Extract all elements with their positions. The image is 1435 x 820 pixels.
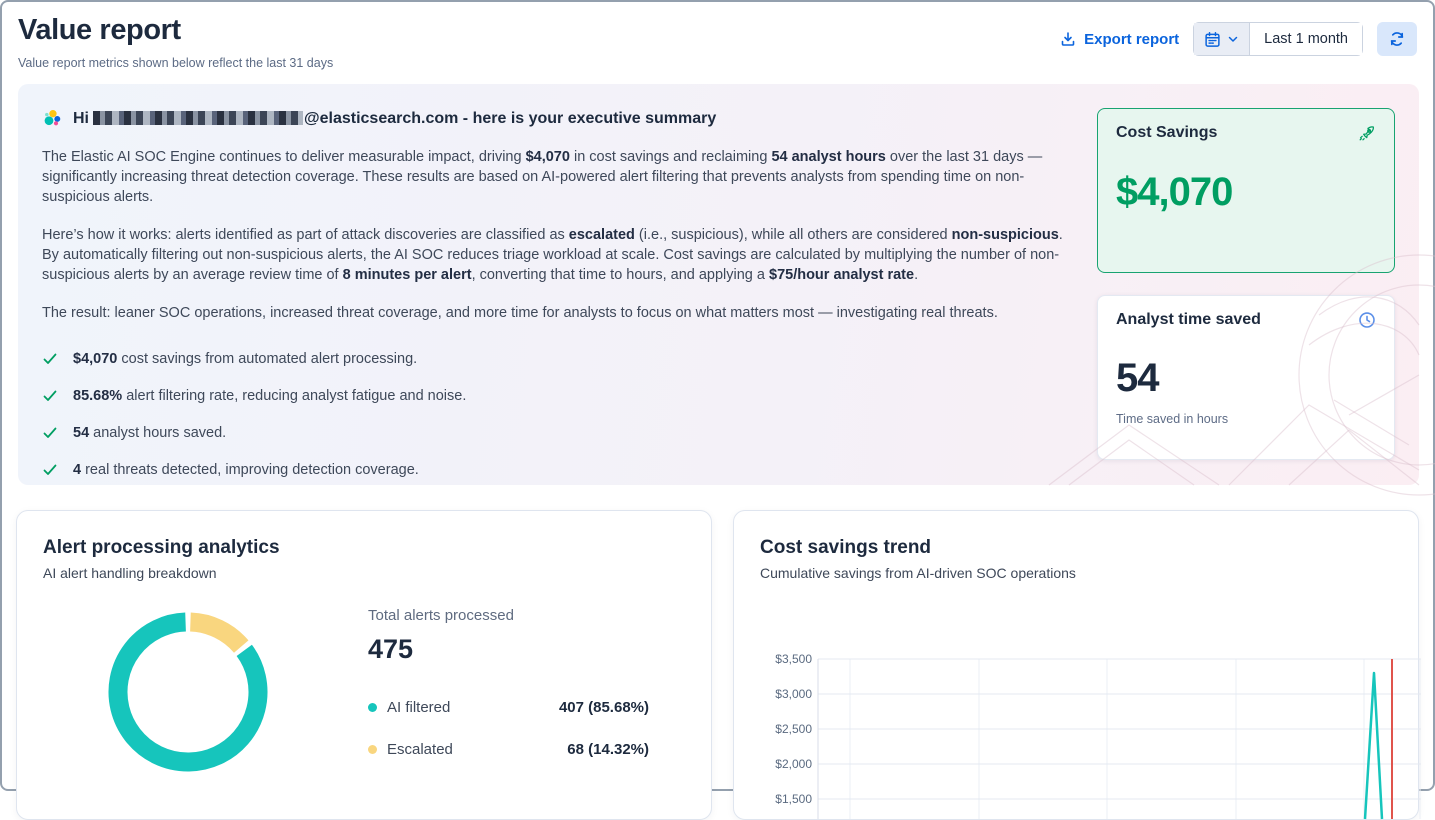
y-tick: $3,500 bbox=[775, 652, 812, 666]
legend-label: AI filtered bbox=[387, 699, 451, 716]
analyst-time-saved-caption: Time saved in hours bbox=[1116, 412, 1229, 426]
trend-subtitle: Cumulative savings from AI-driven SOC operations bbox=[760, 565, 1076, 581]
refresh-button[interactable] bbox=[1377, 22, 1417, 56]
check-icon bbox=[42, 425, 58, 447]
header-actions bbox=[1060, 14, 1417, 56]
summary-bullet: 4 real threats detected, improving detection coverage. bbox=[42, 460, 1071, 484]
ai-filtered-dot bbox=[368, 703, 377, 712]
cost-savings-trend-chart bbox=[734, 624, 1424, 819]
cost-savings-title: Cost Savings bbox=[1116, 124, 1218, 141]
legend-value: 68 (14.32%) bbox=[567, 741, 649, 758]
alert-analytics-subtitle: AI alert handling breakdown bbox=[43, 565, 217, 581]
page-subtitle: Value report metrics shown below reflect the last 31 days bbox=[18, 56, 334, 70]
cost-savings-card bbox=[1097, 108, 1395, 273]
executive-summary-heading bbox=[42, 108, 1071, 129]
alerts-stats bbox=[368, 607, 649, 775]
export-report-label: Export report bbox=[1084, 30, 1180, 48]
summary-bullet: 85.68% alert filtering rate, reducing analyst fatigue and noise. bbox=[42, 386, 1071, 410]
date-range-picker bbox=[1193, 22, 1363, 56]
donut-legend bbox=[368, 691, 649, 766]
analyst-time-saved-value: 54 bbox=[1116, 356, 1159, 400]
greeting-text: Hi @elasticsearch.com - here is your executive summary bbox=[73, 109, 717, 127]
download-icon bbox=[1060, 31, 1076, 47]
header-titles bbox=[18, 14, 333, 70]
legend-item-ai-filtered[interactable] bbox=[368, 691, 649, 724]
analyst-time-saved-title: Analyst time saved bbox=[1116, 311, 1261, 328]
legend-label: Escalated bbox=[387, 741, 453, 758]
summary-bullet: 54 analyst hours saved. bbox=[42, 423, 1071, 447]
alert-analytics-body bbox=[43, 607, 685, 782]
y-tick: $2,500 bbox=[775, 722, 812, 736]
page-title: Value report bbox=[18, 14, 181, 46]
check-icon bbox=[42, 351, 58, 373]
summary-metric-cards bbox=[1097, 108, 1395, 461]
savings-series-line bbox=[1365, 673, 1382, 819]
analyst-time-saved-card bbox=[1097, 295, 1395, 460]
legend-item-escalated[interactable] bbox=[368, 733, 649, 766]
analytics-cards-row bbox=[16, 510, 1419, 820]
summary-paragraph: Here’s how it works: alerts identified as part of attack discoveries are classified as escalated (i.e., suspicious), while all others are considered non-suspicious. By automatically filtering out non-suspicious alerts, the AI SOC reduces triage workload at scale. Cost savings are calculated by multiplying the number of non-suspicious alerts by an average review time of 8 minutes per alert, converting that time to hours, and applying a $75/hour analyst rate. bbox=[42, 227, 1063, 283]
rocket-icon bbox=[1357, 124, 1376, 143]
summary-paragraph: The result: leaner SOC operations, increased threat coverage, and more time for analysts to focus on what matters most — investigating real threats. bbox=[42, 305, 998, 321]
calendar-icon bbox=[1204, 31, 1221, 48]
escalated-dot bbox=[368, 745, 377, 754]
alert-processing-analytics-card bbox=[16, 510, 712, 820]
y-tick: $3,000 bbox=[775, 687, 812, 701]
clock-icon bbox=[1358, 311, 1376, 329]
trend-title: Cost savings trend bbox=[760, 537, 932, 558]
alerts-donut-chart bbox=[103, 607, 273, 782]
redacted-email bbox=[93, 111, 303, 125]
total-alerts-label: Total alerts processed bbox=[368, 607, 514, 624]
y-tick: $1,500 bbox=[775, 792, 812, 806]
summary-bullet: $4,070 cost savings from automated alert processing. bbox=[42, 349, 1071, 373]
date-range-display-button[interactable]: Last 1 month bbox=[1250, 23, 1362, 55]
executive-summary-content bbox=[42, 108, 1071, 478]
total-alerts-value: 475 bbox=[368, 634, 414, 664]
executive-summary-panel bbox=[18, 84, 1419, 485]
page-header bbox=[2, 2, 1433, 70]
export-report-button[interactable] bbox=[1060, 31, 1179, 48]
date-picker-quick-select-button[interactable] bbox=[1194, 23, 1250, 55]
summary-bullets bbox=[42, 349, 1071, 484]
cost-savings-trend-card bbox=[733, 510, 1419, 820]
ai-assistant-icon bbox=[42, 108, 63, 129]
chevron-down-icon bbox=[1227, 33, 1239, 45]
alert-analytics-title: Alert processing analytics bbox=[43, 537, 280, 558]
legend-value: 407 (85.68%) bbox=[558, 699, 649, 716]
cost-savings-value: $4,070 bbox=[1116, 170, 1233, 214]
check-icon bbox=[42, 462, 58, 484]
check-icon bbox=[42, 388, 58, 410]
summary-paragraph: The Elastic AI SOC Engine continues to deliver measurable impact, driving $4,070 in cost savings and reclaiming 54 analyst hours over the last 31 days — significantly increasing threat detection coverage. These results are based on AI-powered alert filtering that prevents analysts from spending time on non-suspicious alerts. bbox=[42, 149, 1043, 205]
refresh-icon bbox=[1388, 30, 1406, 48]
y-tick: $2,000 bbox=[775, 757, 812, 771]
